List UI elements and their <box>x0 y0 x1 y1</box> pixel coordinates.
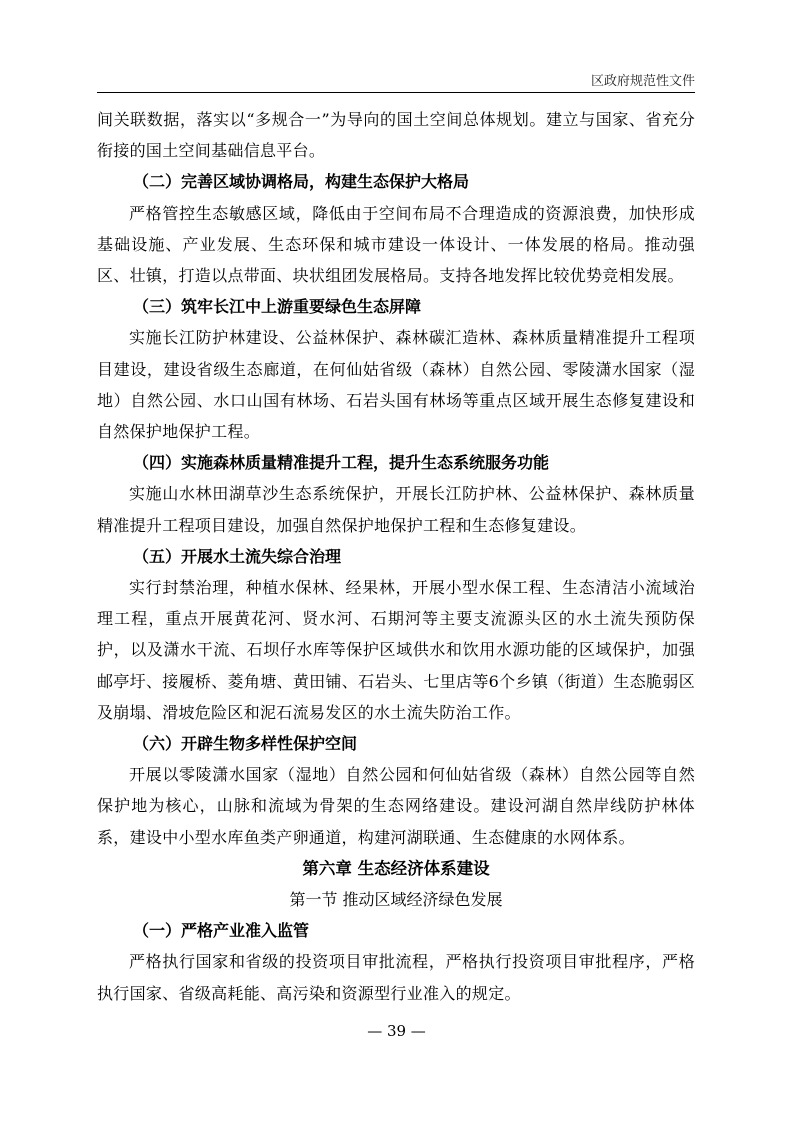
header-title: 区政府规范性文件 <box>590 74 695 89</box>
section-title: 第一节 推动区域经济绿色发展 <box>289 890 503 910</box>
body-paragraph: 严格管控生态敏感区域，降低由于空间布局不合理造成的资源浪费，加快形成基础设施、产业发展、生态环保和城市建设一体设计、一体发展的格局。推动强区、壮镇，打造以点带面、块状组团发展格局。支持各地发挥比较优势竞相发展。 <box>97 203 695 286</box>
page-number: — 39 — <box>367 1022 426 1040</box>
body-paragraph: 实行封禁治理，种植水保林、经果林，开展小型水保工程、生态清洁小流域治理工程，重点开展黄花河、贤水河、石期河等主要支流源头区的水土流失预防保护，以及潇水干流、石坝仔水库等保护区域供水和饮用水源功能的区域保护，加强邮亭圩、接履桥、菱角塘、黄田铺、石岩头、七里店等6个乡镇（街道）生态脆弱区及崩塌、滑坡危险区和泥石流易发区的水土流失防治工作。 <box>97 578 695 722</box>
chapter-title: 第六章 生态经济体系建设 <box>302 858 490 878</box>
body-paragraph: 实施山水林田湖草沙生态系统保护，开展长江防护林、公益林保护、森林质量精准提升工程项目建设，加强自然保护地保护工程和生态修复建设。 <box>97 484 695 535</box>
body-paragraph: 间关联数据，落实以“多规合一”为导向的国土空间总体规划。建立与国家、省充分衔接的国土空间基础信息平台。 <box>97 110 695 161</box>
subheading: （五）开展水土流失综合治理 <box>133 546 342 566</box>
document-body <box>97 104 695 1009</box>
body-paragraph: 实施长江防护林建设、公益林保护、森林碳汇造林、森林质量精准提升工程项目建设，建设省级生态廊道，在何仙姑省级（森林）自然公园、零陵潇水国家（湿地）自然公园、水口山国有林场、石岩头国有林场等重点区域开展生态修复建设和自然保护地保护工程。 <box>97 328 695 442</box>
subheading: （六）开辟生物多样性保护空间 <box>133 734 358 754</box>
subheading: （四）实施森林质量精准提升工程，提升生态系统服务功能 <box>133 453 550 473</box>
body-paragraph: 开展以零陵潇水国家（湿地）自然公园和何仙姑省级（森林）自然公园等自然保护地为核心，山脉和流域为骨架的生态网络建设。建设河湖自然岸线防护林体系，建设中小型水库鱼类产卵通道，构建河湖联通、生态健康的水网体系。 <box>97 765 695 847</box>
body-paragraph: 严格执行国家和省级的投资项目审批流程，严格执行投资项目审批程序，严格执行国家、省级高耗能、高污染和资源型行业准入的规定。 <box>97 952 695 1003</box>
subheading: （二）完善区域协调格局，构建生态保护大格局 <box>133 172 470 192</box>
subheading: （三）筑牢长江中上游重要绿色生态屏障 <box>133 297 422 317</box>
subheading: （一）严格产业准入监管 <box>133 921 310 941</box>
page-header <box>97 66 695 93</box>
